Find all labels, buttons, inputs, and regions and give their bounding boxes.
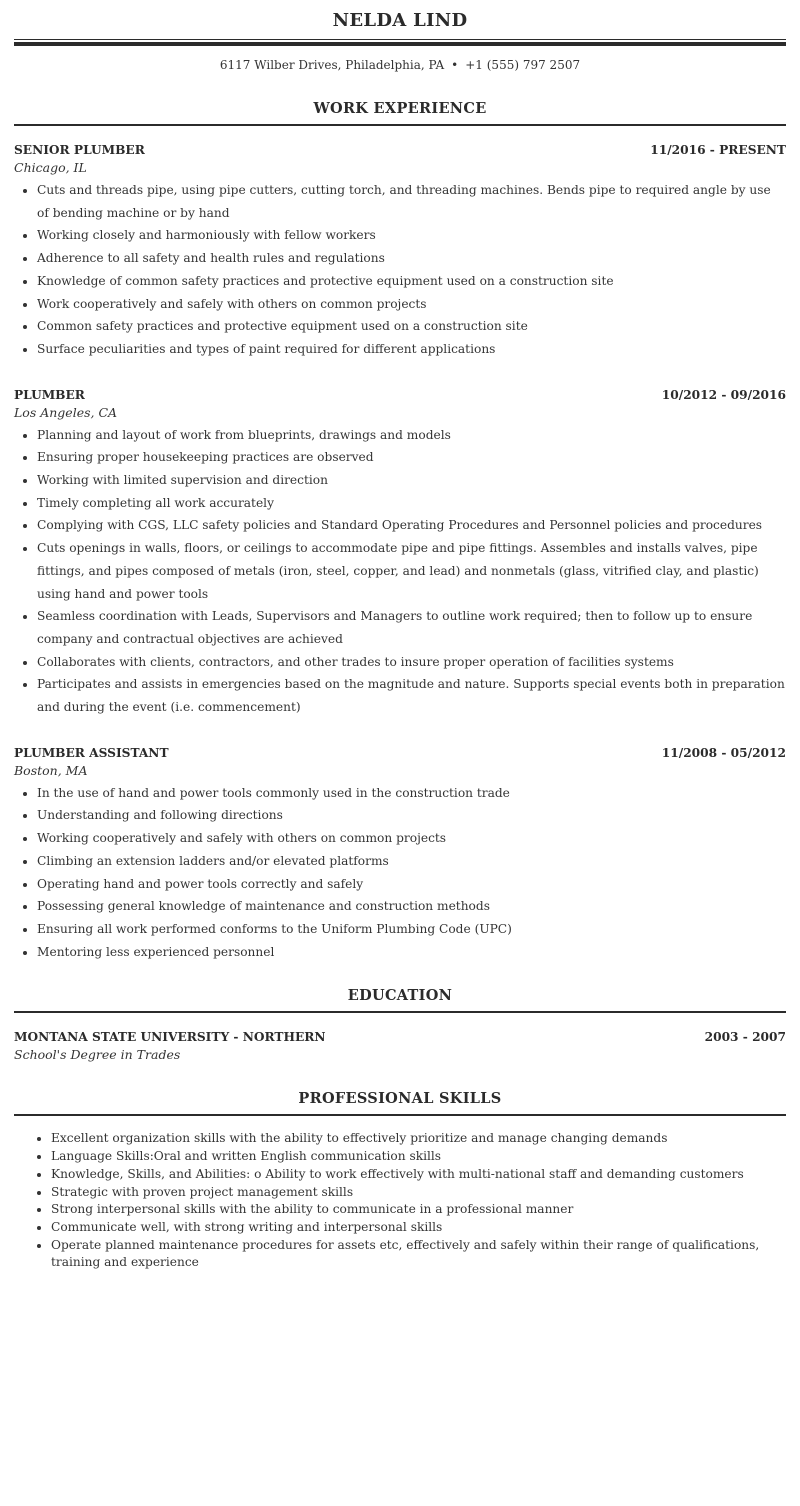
skill-item: • Knowledge, Skills, and Abilities: o Ability to work effectively with multi-national staff and demanding customers [51, 1166, 786, 1184]
job-header [14, 386, 786, 404]
job-entry [14, 141, 786, 361]
section-rule [14, 1011, 786, 1013]
job-bullet: • Working cooperatively and safely with others on common projects [37, 827, 786, 850]
job-header [14, 744, 786, 762]
job-bullet: • Working closely and harmoniously with fellow workers [37, 224, 786, 247]
skill-item: • Operate planned maintenance procedures for assets etc, effectively and safely within their range of qualifications, training and experience [51, 1237, 786, 1272]
job-location: Chicago, IL [14, 160, 87, 175]
section-title-education: EDUCATION [347, 987, 453, 1005]
section-rule [14, 124, 786, 126]
job-bullet: • Ensuring all work performed conforms to the Uniform Plumbing Code (UPC) [37, 918, 786, 941]
job-location: Boston, MA [14, 762, 88, 778]
candidate-name: NELDA LIND [332, 10, 468, 31]
job-bullet: • Collaborates with clients, contractors, and other trades to insure proper operation of facilities systems [37, 651, 786, 674]
job-bullets [14, 782, 786, 964]
job-bullet: • Climbing an extension ladders and/or elevated platforms [37, 850, 786, 873]
job-bullet: • Cuts openings in walls, floors, or ceilings to accommodate pipe and pipe fittings. Assembles and installs valves, pipe fittings, and pipes composed of metals (iron, steel, copper, and lead) and nonmetals (glass, vitrified clay, and plastic) using hand and power tools [37, 537, 786, 605]
section-title-professional-skills: PROFESSIONAL SKILLS [298, 1090, 502, 1108]
education-header [14, 1028, 786, 1046]
job-bullet: • Work cooperatively and safely with others on common projects [37, 293, 786, 316]
job-bullets [14, 424, 786, 719]
skill-item: • Strategic with proven project management skills [51, 1184, 786, 1202]
job-dates: 11/2008 - 05/2012 [661, 745, 786, 760]
job-dates: 10/2012 - 09/2016 [661, 387, 786, 402]
skill-item: • Communicate well, with strong writing and interpersonal skills [51, 1219, 786, 1237]
school-name: MONTANA STATE UNIVERSITY - NORTHERN [14, 1030, 326, 1045]
skill-item: • Excellent organization skills with the ability to effectively prioritize and manage changing demands [51, 1130, 786, 1148]
section-rule [14, 1114, 786, 1116]
job-title: PLUMBER ASSISTANT [14, 745, 169, 760]
skill-item: • Strong interpersonal skills with the ability to communicate in a professional manner [51, 1201, 786, 1219]
skills-list [14, 1130, 786, 1272]
job-bullet: • Understanding and following directions [37, 804, 786, 827]
job-bullet: • Planning and layout of work from blueprints, drawings and models [37, 424, 786, 447]
job-bullet: • Timely completing all work accurately [37, 492, 786, 515]
work-experience-section [14, 100, 786, 963]
job-bullet: • Adherence to all safety and health rules and regulations [37, 247, 786, 270]
job-bullet: • Complying with CGS, LLC safety policies and Standard Operating Procedures and Personnel policies and procedures [37, 514, 786, 537]
job-title: PLUMBER [14, 387, 85, 402]
job-header [14, 141, 786, 159]
job-bullet: • Surface peculiarities and types of paint required for different applications [37, 338, 786, 361]
job-entry [14, 386, 786, 719]
job-bullet: • Common safety practices and protective equipment used on a construction site [37, 315, 786, 338]
section-title-work-experience: WORK EXPERIENCE [313, 100, 487, 117]
job-bullet: • In the use of hand and power tools commonly used in the construction trade [37, 782, 786, 805]
job-bullet: • Participates and assists in emergencies based on the magnitude and nature. Supports special events both in preparation and during the event (i.e. commencement) [37, 673, 786, 718]
skill-item: • Language Skills:Oral and written English communication skills [51, 1148, 786, 1166]
job-bullet: • Seamless coordination with Leads, Supervisors and Managers to outline work required; then to follow up to ensure company and contractual objectives are achieved [37, 605, 786, 650]
job-dates: 11/2016 - PRESENT [650, 143, 786, 157]
header-thin-rule [14, 39, 786, 40]
degree-name: School's Degree in Trades [14, 1047, 181, 1063]
contact-phone: +1 (555) 797 2507 [465, 58, 581, 72]
contact-separator: • [451, 58, 459, 72]
education-entry [14, 1028, 786, 1064]
job-bullet: • Knowledge of common safety practices and protective equipment used on a construction site [37, 270, 786, 293]
job-bullet: • Mentoring less experienced personnel [37, 941, 786, 964]
job-location: Los Angeles, CA [14, 404, 118, 420]
job-bullet: • Working with limited supervision and direction [37, 469, 786, 492]
job-bullets [14, 179, 786, 361]
job-bullet: • Ensuring proper housekeeping practices are observed [37, 446, 786, 469]
contact-line [14, 58, 786, 74]
job-bullet: • Cuts and threads pipe, using pipe cutters, cutting torch, and threading machines. Bends pipe to required angle by use of bending machine or by hand [37, 179, 786, 224]
education-dates: 2003 - 2007 [704, 1030, 786, 1045]
job-bullet: • Possessing general knowledge of maintenance and construction methods [37, 895, 786, 918]
job-bullet: • Operating hand and power tools correctly and safely [37, 873, 786, 896]
skills-section [14, 1090, 786, 1272]
header-thick-rule [14, 42, 786, 46]
contact-address: 6117 Wilber Drives, Philadelphia, PA [219, 58, 445, 72]
education-section [14, 987, 786, 1064]
job-title: SENIOR PLUMBER [14, 143, 145, 157]
job-entry [14, 744, 786, 964]
resume-page [14, 0, 786, 1272]
